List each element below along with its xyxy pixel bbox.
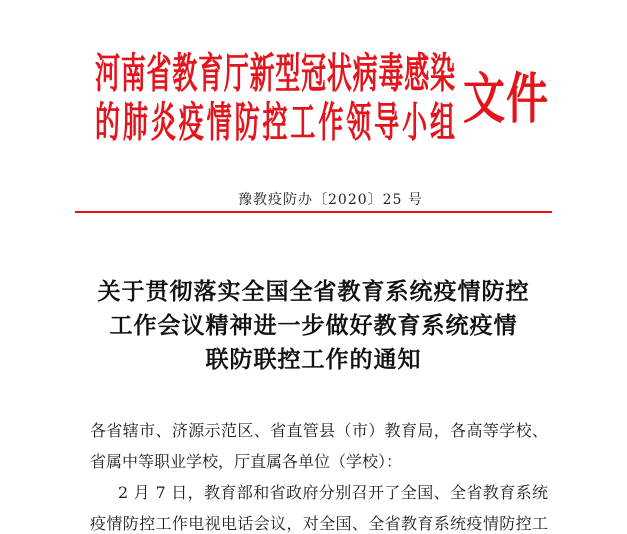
header-document-label: 文件 bbox=[463, 66, 550, 131]
document-body bbox=[90, 415, 548, 534]
header-issuer-line-1: 河南省教育厅新型冠状病毒感染 bbox=[95, 49, 455, 98]
document-title bbox=[60, 275, 567, 377]
title-line-3: 联防联控工作的通知 bbox=[205, 346, 422, 373]
title-line-2: 工作会议精神进一步做好教育系统疫情 bbox=[109, 312, 518, 339]
salutation-line-1: 各省辖市、济源示范区、省直管县（市）教育局，各高等学校、 bbox=[90, 421, 548, 440]
title-line-1: 关于贯彻落实全国全省教育系统疫情防控 bbox=[97, 278, 530, 305]
header-issuer-line-2: 的肺炎疫情防控工作领导小组 bbox=[95, 98, 455, 147]
paragraph-line-2: 疫情防控工作电视电话会议，对全国、全省教育系统疫情防控工 bbox=[90, 514, 548, 533]
salutation-line-2: 省属中等职业学校，厅直属各单位（学校）： bbox=[90, 452, 403, 471]
paragraph-line-1: 2 月 7 日，教育部和省政府分别召开了全国、全省教育系统 bbox=[118, 483, 548, 502]
red-separator-line bbox=[75, 211, 552, 213]
document-number: 豫教疫防办〔2020〕25 号 bbox=[238, 192, 423, 208]
